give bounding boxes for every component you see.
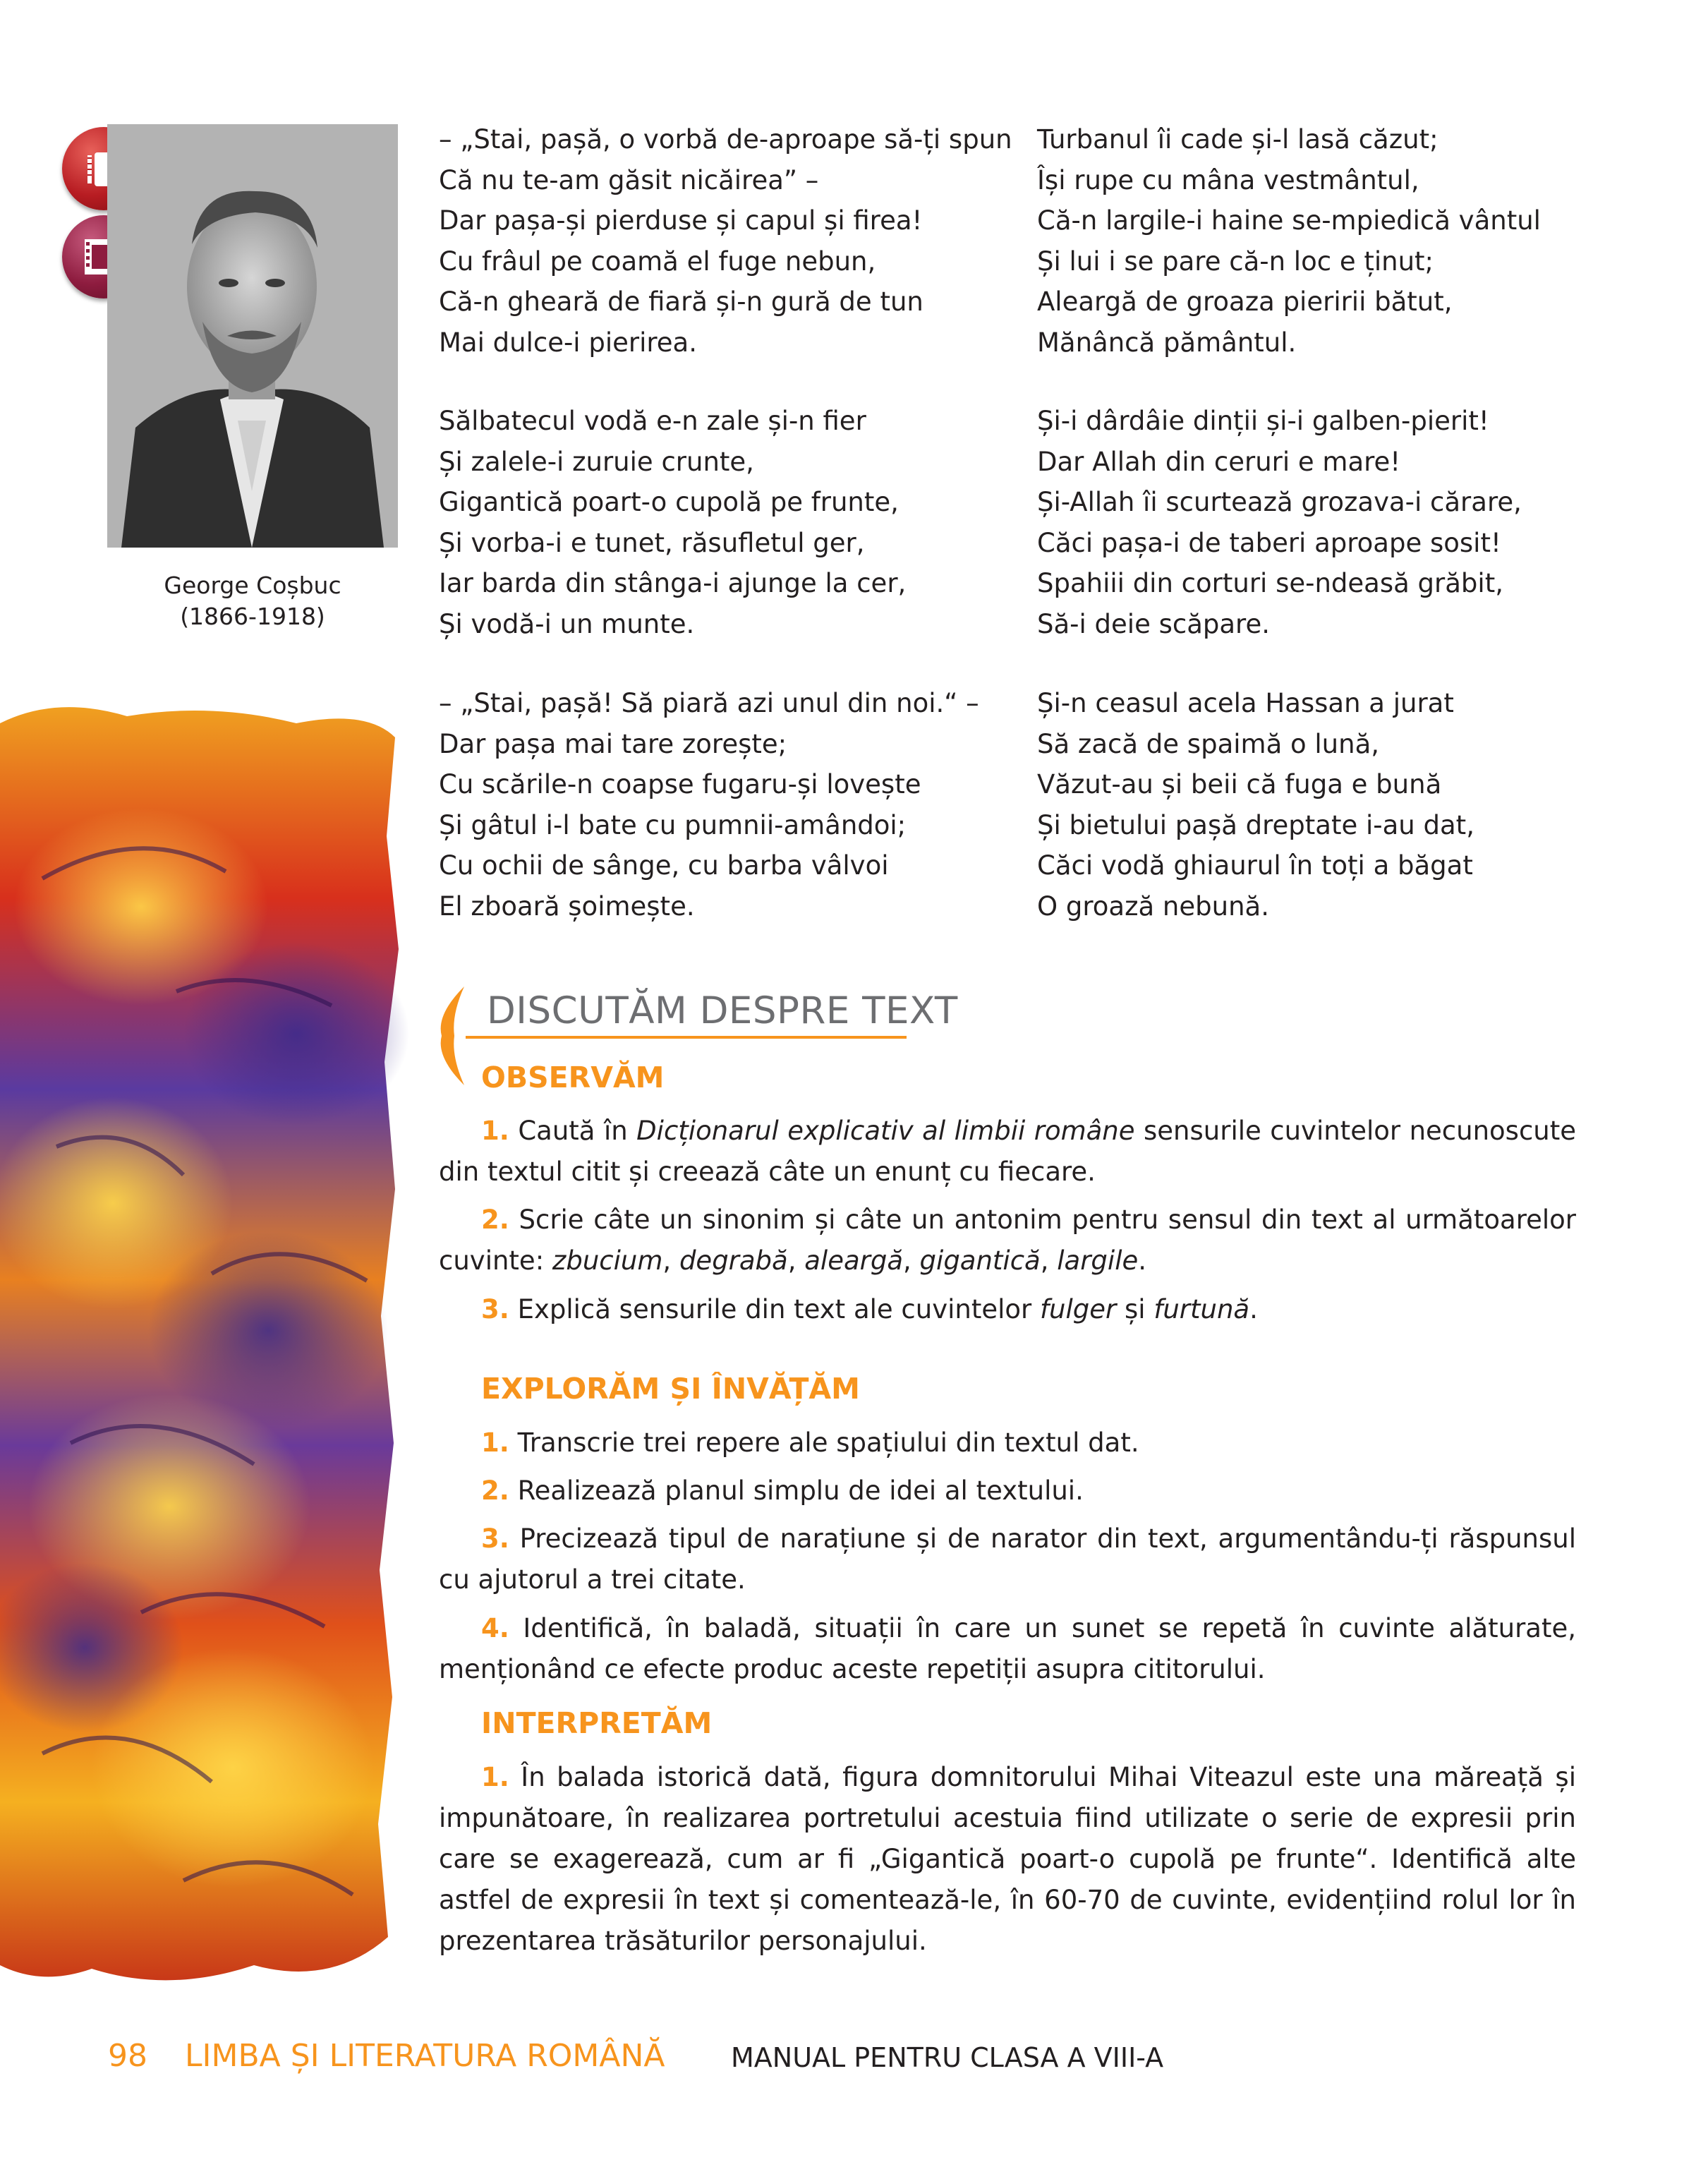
poem-line: – „Stai, pașă! Să piară azi unul din noi.“ – [439, 688, 979, 718]
manual-title: MANUAL PENTRU CLASA A VIII-A [731, 2042, 1164, 2073]
poem-line: Iar barda din stânga-i ajunge la cer, [439, 568, 907, 599]
poem-line: El zboară șoimește. [439, 891, 695, 922]
poem-line: Sălbatecul vodă e-n zale și-n fier [439, 406, 866, 436]
poem-line: Dar pașa mai tare zorește; [439, 728, 787, 759]
exploram-item-4: 4. Identifică, în baladă, situații în care un sunet se repetă în cuvinte alăturate, menționând ce efecte produc aceste repetiții asupra cititorului. [439, 1613, 1576, 1684]
battle-painting [0, 695, 423, 1993]
portrait-photo [107, 124, 398, 548]
poem-line: Și zalele-i zuruie crunte, [439, 446, 754, 477]
interpretam-item-1: 1. În balada istorică dată, figura domnitorului Mihai Viteazul este una măreață și impunătoare, în realizarea portretului acestuia fiind utilizate o serie de expresii prin care se exagerează, cum ar fi „Gigantică poart-o cupolă pe frunte“. Identifică alte astfel de expresii în text și comentează-le, în 60-70 de cuvinte, evidențiind rolul lor în prezentarea trăsăturilor personajului. [439, 1762, 1576, 1956]
poem-line: Aleargă de groaza pieririi bătut, [1037, 286, 1453, 318]
subject-title: LIMBA ȘI LITERATURA ROMÂNĂ [185, 2038, 665, 2074]
portrait-caption-years: (1866-1918) [180, 603, 325, 630]
poem-stanza [439, 401, 906, 645]
interpretam-heading: INTERPRETĂM [481, 1706, 713, 1740]
poem-line: Căci pașa-i de taberi aproape sosit! [1037, 527, 1501, 558]
poem-line: Își rupe cu mâna vestmântul, [1037, 164, 1419, 195]
section-title: DISCUTĂM DESPRE TEXT [487, 989, 958, 1032]
poem-stanza [1037, 119, 1541, 363]
poem-line: Cu scările-n coapse fugaru-și lovește [439, 769, 921, 800]
poem-stanza [439, 683, 979, 927]
poem-line: Și vorba-i e tunet, răsufletul ger, [439, 527, 865, 558]
poem-line: Turbanul îi cade și-l lasă căzut; [1037, 124, 1439, 155]
poem-line: Dar pașa-și pierduse și capul și firea! [439, 205, 923, 236]
poem-line: Mai dulce-i pierirea. [439, 327, 697, 358]
poem-line: Și gâtul i-l bate cu pumnii-amândoi; [439, 809, 907, 840]
poem-line: Gigantică poart-o cupolă pe frunte, [439, 487, 899, 518]
poem-line: Că-n gheară de fiară și-n gură de tun [439, 286, 923, 318]
exploram-heading: EXPLORĂM ȘI ÎNVĂȚĂM [481, 1372, 860, 1406]
poem-line: Și-i dârdâie dinții și-i galben-pierit! [1037, 406, 1489, 436]
poem-stanza [1037, 683, 1474, 927]
section-divider [466, 1036, 907, 1039]
poem-line: Că nu te-am găsit nicăirea” – [439, 164, 819, 195]
poem-line: Și lui i se pare că-n loc e ținut; [1037, 246, 1434, 277]
exploram-item-2: 2. Realizează planul simplu de idei al textului. [481, 1475, 1084, 1506]
poem-stanza [1037, 401, 1522, 645]
observam-item-1: 1. Caută în Dicționarul explicativ al limbii române sensurile cuvintelor necunoscute din textul citit și creează câte un enunț cu fiecare. [439, 1116, 1577, 1187]
poem-line: Și bietului pașă dreptate i-au dat, [1037, 809, 1474, 840]
portrait-caption-name: George Coșbuc [164, 572, 341, 599]
poem-line: Să-i deie scăpare. [1037, 608, 1270, 639]
poem-line: – „Stai, pașă, o vorbă de-aproape să-ți spun [439, 124, 1012, 155]
observam-heading: OBSERVĂM [481, 1061, 665, 1094]
poem-line: O groază nebună. [1037, 891, 1269, 922]
poem-line: Văzut-au și beii că fuga e bună [1037, 769, 1442, 800]
poem-line: Cu ochii de sânge, cu barba vâlvoi [439, 850, 889, 881]
page-number: 98 [108, 2038, 147, 2074]
exploram-item-1: 1. Transcrie trei repere ale spațiului din textul dat. [481, 1427, 1139, 1458]
poem-line: Căci vodă ghiaurul în toți a băgat [1037, 850, 1473, 881]
poem-line: Și-Allah îi scurtează grozava-i cărare, [1037, 487, 1522, 518]
poem-line: Mănâncă pământul. [1037, 327, 1297, 358]
poem-line: Că-n largile-i haine se-mpiedică vântul [1037, 205, 1541, 236]
poem-stanza [439, 119, 1012, 363]
poem-line: Dar Allah din ceruri e mare! [1037, 446, 1401, 477]
exploram-item-3: 3. Precizează tipul de narațiune și de narator din text, argumentându-ți răspunsul cu ajutorul a trei citate. [439, 1523, 1576, 1595]
poem-line: Spahiii din corturi se-ndeasă grăbit, [1037, 568, 1503, 599]
observam-item-2: 2. Scrie câte un sinonim și câte un antonim pentru sensul din text al următoarelor cuvinte: zbucium, degrabă, aleargă, gigantică, largile. [439, 1205, 1576, 1276]
poem-line: Și-n ceasul acela Hassan a jurat [1037, 688, 1454, 718]
poem-line: Cu frâul pe coamă el fuge nebun, [439, 246, 876, 277]
poem-line: Să zacă de spaimă o lună, [1037, 728, 1380, 759]
poem-line: Și vodă-i un munte. [439, 608, 695, 639]
observam-item-3: 3. Explică sensurile din text ale cuvintelor fulger și furtună. [481, 1294, 1258, 1324]
